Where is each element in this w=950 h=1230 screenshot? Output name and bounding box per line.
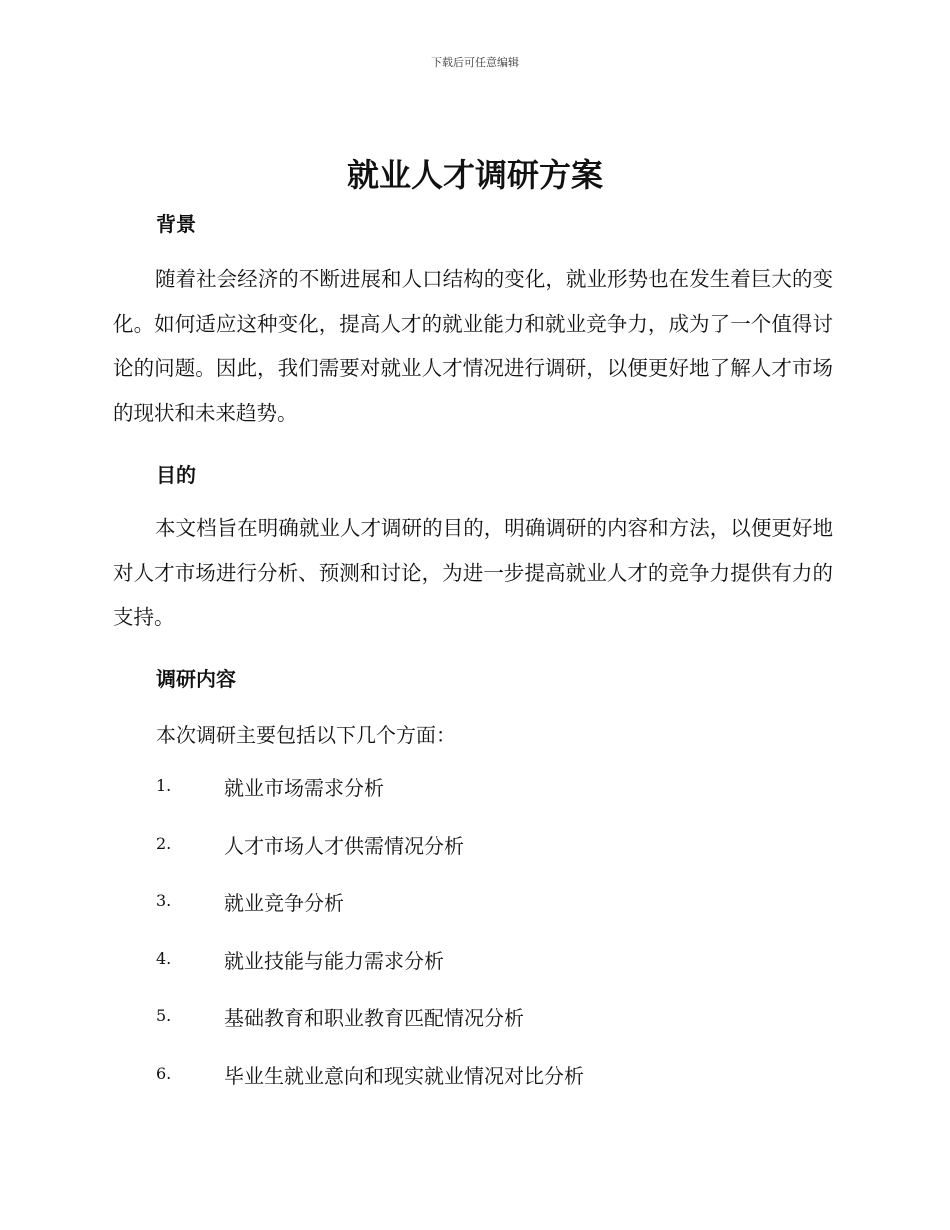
list-item-text: 就业竞争分析 xyxy=(224,891,344,915)
section-heading-background: 背景 xyxy=(156,212,196,236)
list-item xyxy=(156,772,584,830)
list-item-text: 就业市场需求分析 xyxy=(224,776,384,800)
section-heading-purpose: 目的 xyxy=(156,463,196,487)
list-item xyxy=(156,1060,584,1118)
list-item-text: 就业技能与能力需求分析 xyxy=(224,948,444,973)
list-item xyxy=(156,1002,584,1060)
list-item-number: 6. xyxy=(156,1063,172,1083)
list-item-text: 基础教育和职业教育匹配情况分析 xyxy=(224,1006,524,1030)
header-note: 下载后可任意编辑 xyxy=(431,56,519,69)
list-item-number: 5. xyxy=(156,1006,172,1025)
list-item-number: 2. xyxy=(156,833,172,853)
purpose-paragraph: 本文档旨在明确就业人才调研的目的，明确调研的内容和方法，以便更好地对人才市场进行分析、预测和讨论，为进一步提高就业人才的竞争力提供有力的支持。 xyxy=(113,516,833,629)
list-item-number: 4. xyxy=(156,948,172,968)
list-item-text: 毕业生就业意向和现实就业情况对比分析 xyxy=(224,1063,584,1088)
list-item xyxy=(156,887,584,945)
list-item-text: 人才市场人才供需情况分析 xyxy=(224,833,464,858)
list-item-number: 1. xyxy=(156,776,172,795)
document-title: 就业人才调研方案 xyxy=(346,156,603,194)
section-heading-content: 调研内容 xyxy=(156,667,236,691)
content-list xyxy=(156,772,584,1117)
list-item xyxy=(156,830,584,888)
list-item-number: 3. xyxy=(156,891,172,910)
background-paragraph: 随着社会经济的不断进展和人口结构的变化，就业形势也在发生着巨大的变化。如何适应这种变化，提高人才的就业能力和就业竞争力，成为了一个值得讨论的问题。因此，我们需要对就业人才情况进行调研，以便更好地了解人才市场的现状和未来趋势。 xyxy=(113,267,833,425)
list-item xyxy=(156,945,584,1003)
content-intro: 本次调研主要包括以下几个方面： xyxy=(156,723,456,747)
